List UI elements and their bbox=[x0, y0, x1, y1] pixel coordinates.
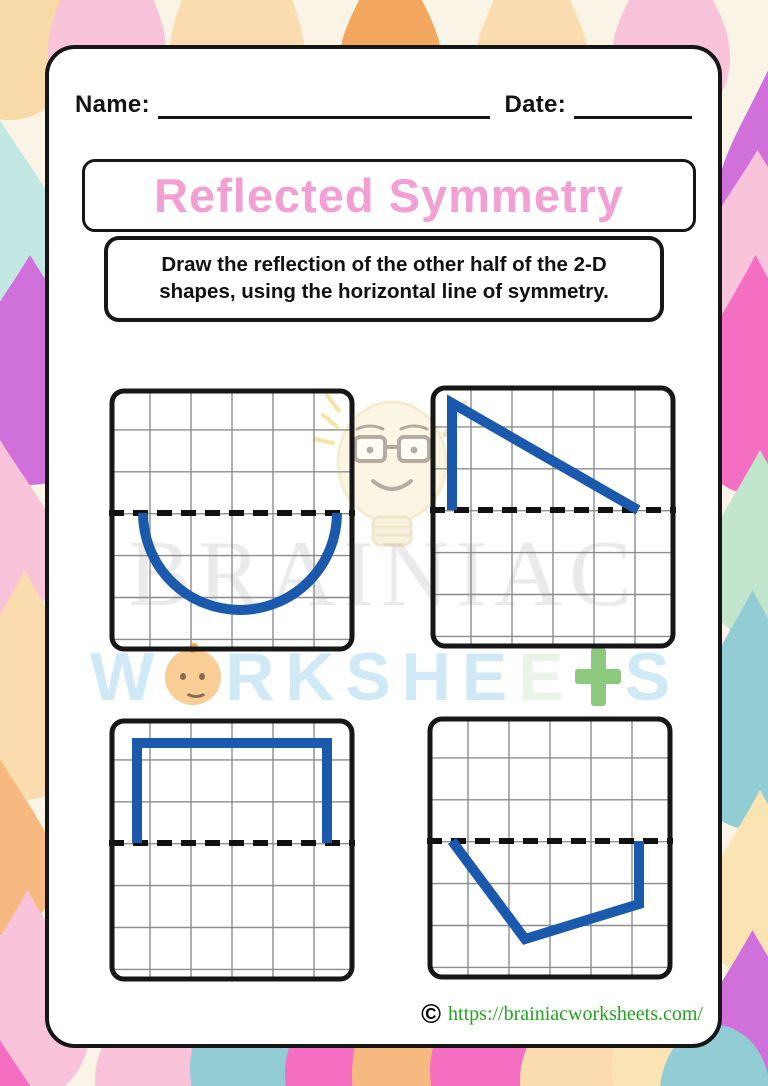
symmetry-grid-v-shape bbox=[427, 716, 673, 980]
footer bbox=[421, 1001, 703, 1028]
worksheet-card bbox=[45, 45, 722, 1048]
worksheets-letter: K bbox=[285, 639, 342, 715]
brainiac-watermark: BRAINIAC bbox=[128, 522, 639, 626]
name-label: Name: bbox=[75, 91, 150, 118]
worksheets-letter: E bbox=[518, 639, 571, 715]
worksheets-letter: S bbox=[345, 639, 398, 715]
right-triangle-above-line bbox=[452, 403, 638, 510]
worksheets-letter: W bbox=[90, 639, 162, 715]
worksheets-letter: S bbox=[624, 639, 677, 715]
instructions-line-1: Draw the reflection of the other half of the 2-D bbox=[161, 253, 607, 277]
plus-sign-t-icon bbox=[575, 648, 621, 706]
copyright-icon: © bbox=[421, 999, 442, 1029]
worksheets-letter: E bbox=[461, 639, 515, 715]
title-box bbox=[82, 159, 696, 232]
half-circle-below-line bbox=[143, 513, 337, 610]
smiley-orange-o-icon bbox=[165, 649, 221, 705]
name-blank-line bbox=[158, 92, 491, 119]
page-title: Reflected Symmetry bbox=[154, 169, 624, 222]
v-shape-below-line bbox=[452, 841, 639, 939]
instructions-line-2: shapes, using the horizontal line of symmetry. bbox=[159, 280, 609, 303]
worksheets-letter: H bbox=[401, 639, 458, 715]
worksheets-watermark bbox=[49, 639, 718, 715]
symmetry-grid-triangle bbox=[430, 385, 676, 649]
symmetry-grid-rectangle bbox=[109, 718, 355, 982]
date-label: Date: bbox=[504, 91, 566, 118]
symmetry-grid-half-circle bbox=[109, 388, 355, 652]
website-url: https://brainiacworksheets.com/ bbox=[448, 1003, 703, 1025]
date-blank-line bbox=[574, 92, 692, 119]
worksheets-letter: R bbox=[225, 639, 282, 715]
name-date-row bbox=[49, 91, 718, 119]
instructions-box bbox=[104, 236, 664, 322]
